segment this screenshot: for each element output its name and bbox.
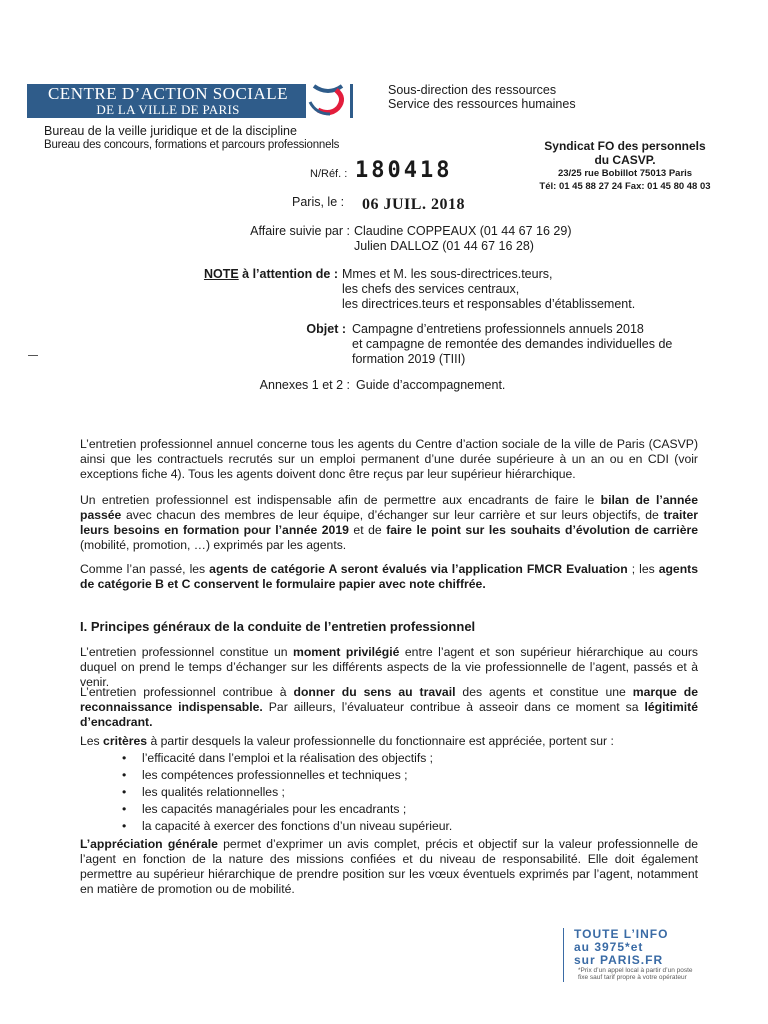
margin-mark — [28, 355, 38, 356]
p5-bold-f: légitimité d’encadrant. — [80, 700, 698, 729]
recipient-line2: du CASVP. — [594, 153, 656, 167]
affaire-person2: Julien DALLOZ (01 44 67 16 28) — [354, 239, 534, 253]
paragraph-7 — [80, 837, 698, 897]
objet-line3: formation 2019 (TIII) — [352, 352, 466, 366]
note-line3: les directrices.teurs et responsables d’établissement. — [342, 297, 636, 311]
paragraph-1: L’entretien professionnel annuel concerne tous les agents du Centre d’action sociale de la ville de Paris (CASVP) ainsi que les contractuels recrutés sur un emploi permanent d’une durée supérieure à un an ou en CDI (voir exceptions fiche 4). Tous les agents doivent donc être reçus par leur supérieur hiérarchique. — [80, 437, 698, 481]
stamp-line2: au 3975*et — [574, 940, 644, 954]
p2-bold-f: faire le point sur les souhaits d’évolution de carrière — [386, 523, 698, 537]
p3-text-c: ; les — [627, 562, 659, 576]
ref-label: N/Réf. : — [310, 168, 348, 180]
objet-line2: et campagne de remontée des demandes individuelles de — [352, 337, 673, 351]
p5-bold-d: marque de reconnaissance indispensable. — [80, 685, 698, 714]
criteria-list — [122, 750, 682, 835]
annexes-label: Annexes 1 et 2 : — [259, 378, 350, 392]
note-recipients — [342, 267, 635, 312]
p2-bold-d: traiter leurs besoins en formation pour l’année 2019 — [80, 508, 698, 537]
casvp-logo — [27, 84, 353, 118]
note-line2: les chefs des services centraux, — [342, 282, 520, 296]
annexes-value: Guide d’accompagnement. — [356, 378, 506, 392]
objet-line1: Campagne d’entretiens professionnels annuels 2018 — [352, 322, 644, 336]
note-label-underlined: NOTE — [203, 267, 239, 281]
list-item: • la capacité à exercer des fonctions d’un niveau supérieur. — [122, 818, 682, 835]
p6-text-c: à partir desquels la valeur professionnelle du fonctionnaire est appréciée, portent sur : — [147, 734, 614, 748]
bureau-block — [44, 124, 339, 152]
paragraph-2 — [80, 493, 698, 553]
paragraph-3 — [80, 562, 698, 592]
p4-bold-b: moment privilégié — [293, 645, 400, 659]
list-item: • les capacités managériales pour les encadrants ; — [122, 801, 682, 818]
recipient-block — [520, 139, 730, 193]
subdirection-text: Sous-direction des ressources — [388, 83, 557, 97]
p4-text-a: L’entretien professionnel constitue un — [80, 645, 293, 659]
p5-text-a: L’entretien professionnel contribue à — [80, 685, 294, 699]
p3-text-a: Comme l’an passé, les — [80, 562, 210, 576]
objet-text — [352, 322, 672, 367]
affaire-person1: Claudine COPPEAUX (01 44 67 16 29) — [354, 224, 572, 238]
date-stamp: 06 JUIL. 2018 — [362, 196, 465, 213]
stamp-line3: sur PARIS.FR — [574, 953, 664, 967]
p6-text-a: Les — [80, 734, 104, 748]
logo-line2: DE LA VILLE DE PARIS — [96, 102, 240, 117]
affaire-label: Affaire suivie par : — [250, 224, 350, 238]
note-label — [180, 267, 338, 281]
service-text: Service des ressources humaines — [388, 97, 576, 111]
p2-text-g: (mobilité, promotion, …) exprimés par les agents. — [80, 538, 347, 552]
note-label-rest: à l’attention de : — [238, 267, 338, 281]
recipient-address: 23/25 rue Bobillot 75013 Paris — [557, 168, 693, 179]
p5-text-c: des agents et constitue une — [455, 685, 633, 699]
paragraph-5 — [80, 685, 698, 730]
section-title: I. Principes généraux de la conduite de l’entretien professionnel — [80, 619, 476, 634]
paragraph-4 — [80, 645, 698, 690]
p2-text-c: avec chacun des membres de leur équipe, d’échanger sur leur carrière et sur leurs objectifs, de — [121, 508, 664, 522]
stamp-footnote: *Prix d’un appel local à partir d’un poste fixe sauf tarif propre à votre opérateur — [578, 967, 693, 981]
logo-line1: CENTRE D’ACTION SOCIALE — [47, 84, 289, 103]
logo-mark-icon — [306, 80, 350, 120]
p3-bold-d: agents de catégorie B et C conservent le formulaire papier avec note chiffrée. — [80, 562, 698, 591]
p7-text-b: permet d’exprimer un avis complet, précis et objectif sur la valeur professionnelle de l’agent en fonction de la nature des missions confiées et du niveau de responsabilité. Elle doit également permettre au supérieur hiérarchique de prendre position sur les vœux éventuels exprimés par l’agent, notamment en matière de promotion ou de mobilité. — [80, 837, 698, 896]
date-label: Paris, le : — [292, 195, 345, 209]
p3-bold-b: agents de catégorie A seront évalués via l’application FMCR Evaluation — [209, 562, 628, 576]
objet-label: Objet : — [306, 322, 346, 336]
p5-text-e: Par ailleurs, l’évaluateur contribue à asseoir dans ce moment sa — [262, 700, 645, 714]
list-item: • les compétences professionnelles et techniques ; — [122, 767, 682, 784]
list-item: • les qualités relationnelles ; — [122, 784, 682, 801]
header-service — [388, 83, 576, 111]
p7-bold-a: L’appréciation générale — [80, 837, 218, 851]
p2-text-e: et de — [348, 523, 387, 537]
p2-bold-b: bilan de l’année passée — [80, 493, 698, 522]
list-item: • l’efficacité dans l’emploi et la réalisation des objectifs ; — [122, 750, 682, 767]
p2-text-a: Un entretien professionnel est indispensable afin de permettre aux encadrants de faire le — [80, 493, 601, 507]
recipient-line1: Syndicat FO des personnels — [544, 139, 706, 153]
bureau-line1: Bureau de la veille juridique et de la discipline — [44, 124, 297, 138]
affaire-persons — [354, 224, 572, 254]
stamp-line1: TOUTE L’INFO — [574, 927, 669, 941]
recipient-tel: Tél: 01 45 88 27 24 Fax: 01 45 80 48 03 — [539, 181, 711, 192]
ref-value: 180418 — [355, 158, 453, 183]
p4-text-c: entre l’agent et son supérieur hiérarchique au cours duquel on prend le temps d’échanger sur les différents aspects de la vie professionnelle de l’agent, passés et à venir. — [80, 645, 699, 689]
p5-bold-b: donner du sens au travail — [293, 685, 456, 699]
bureau-line2: Bureau des concours, formations et parcours professionnels — [44, 139, 340, 151]
paragraph-6 — [80, 734, 698, 749]
note-line1: Mmes et M. les sous-directrices.teurs, — [342, 267, 553, 281]
info-stamp — [563, 928, 699, 982]
p6-bold-b: critères — [103, 734, 148, 748]
